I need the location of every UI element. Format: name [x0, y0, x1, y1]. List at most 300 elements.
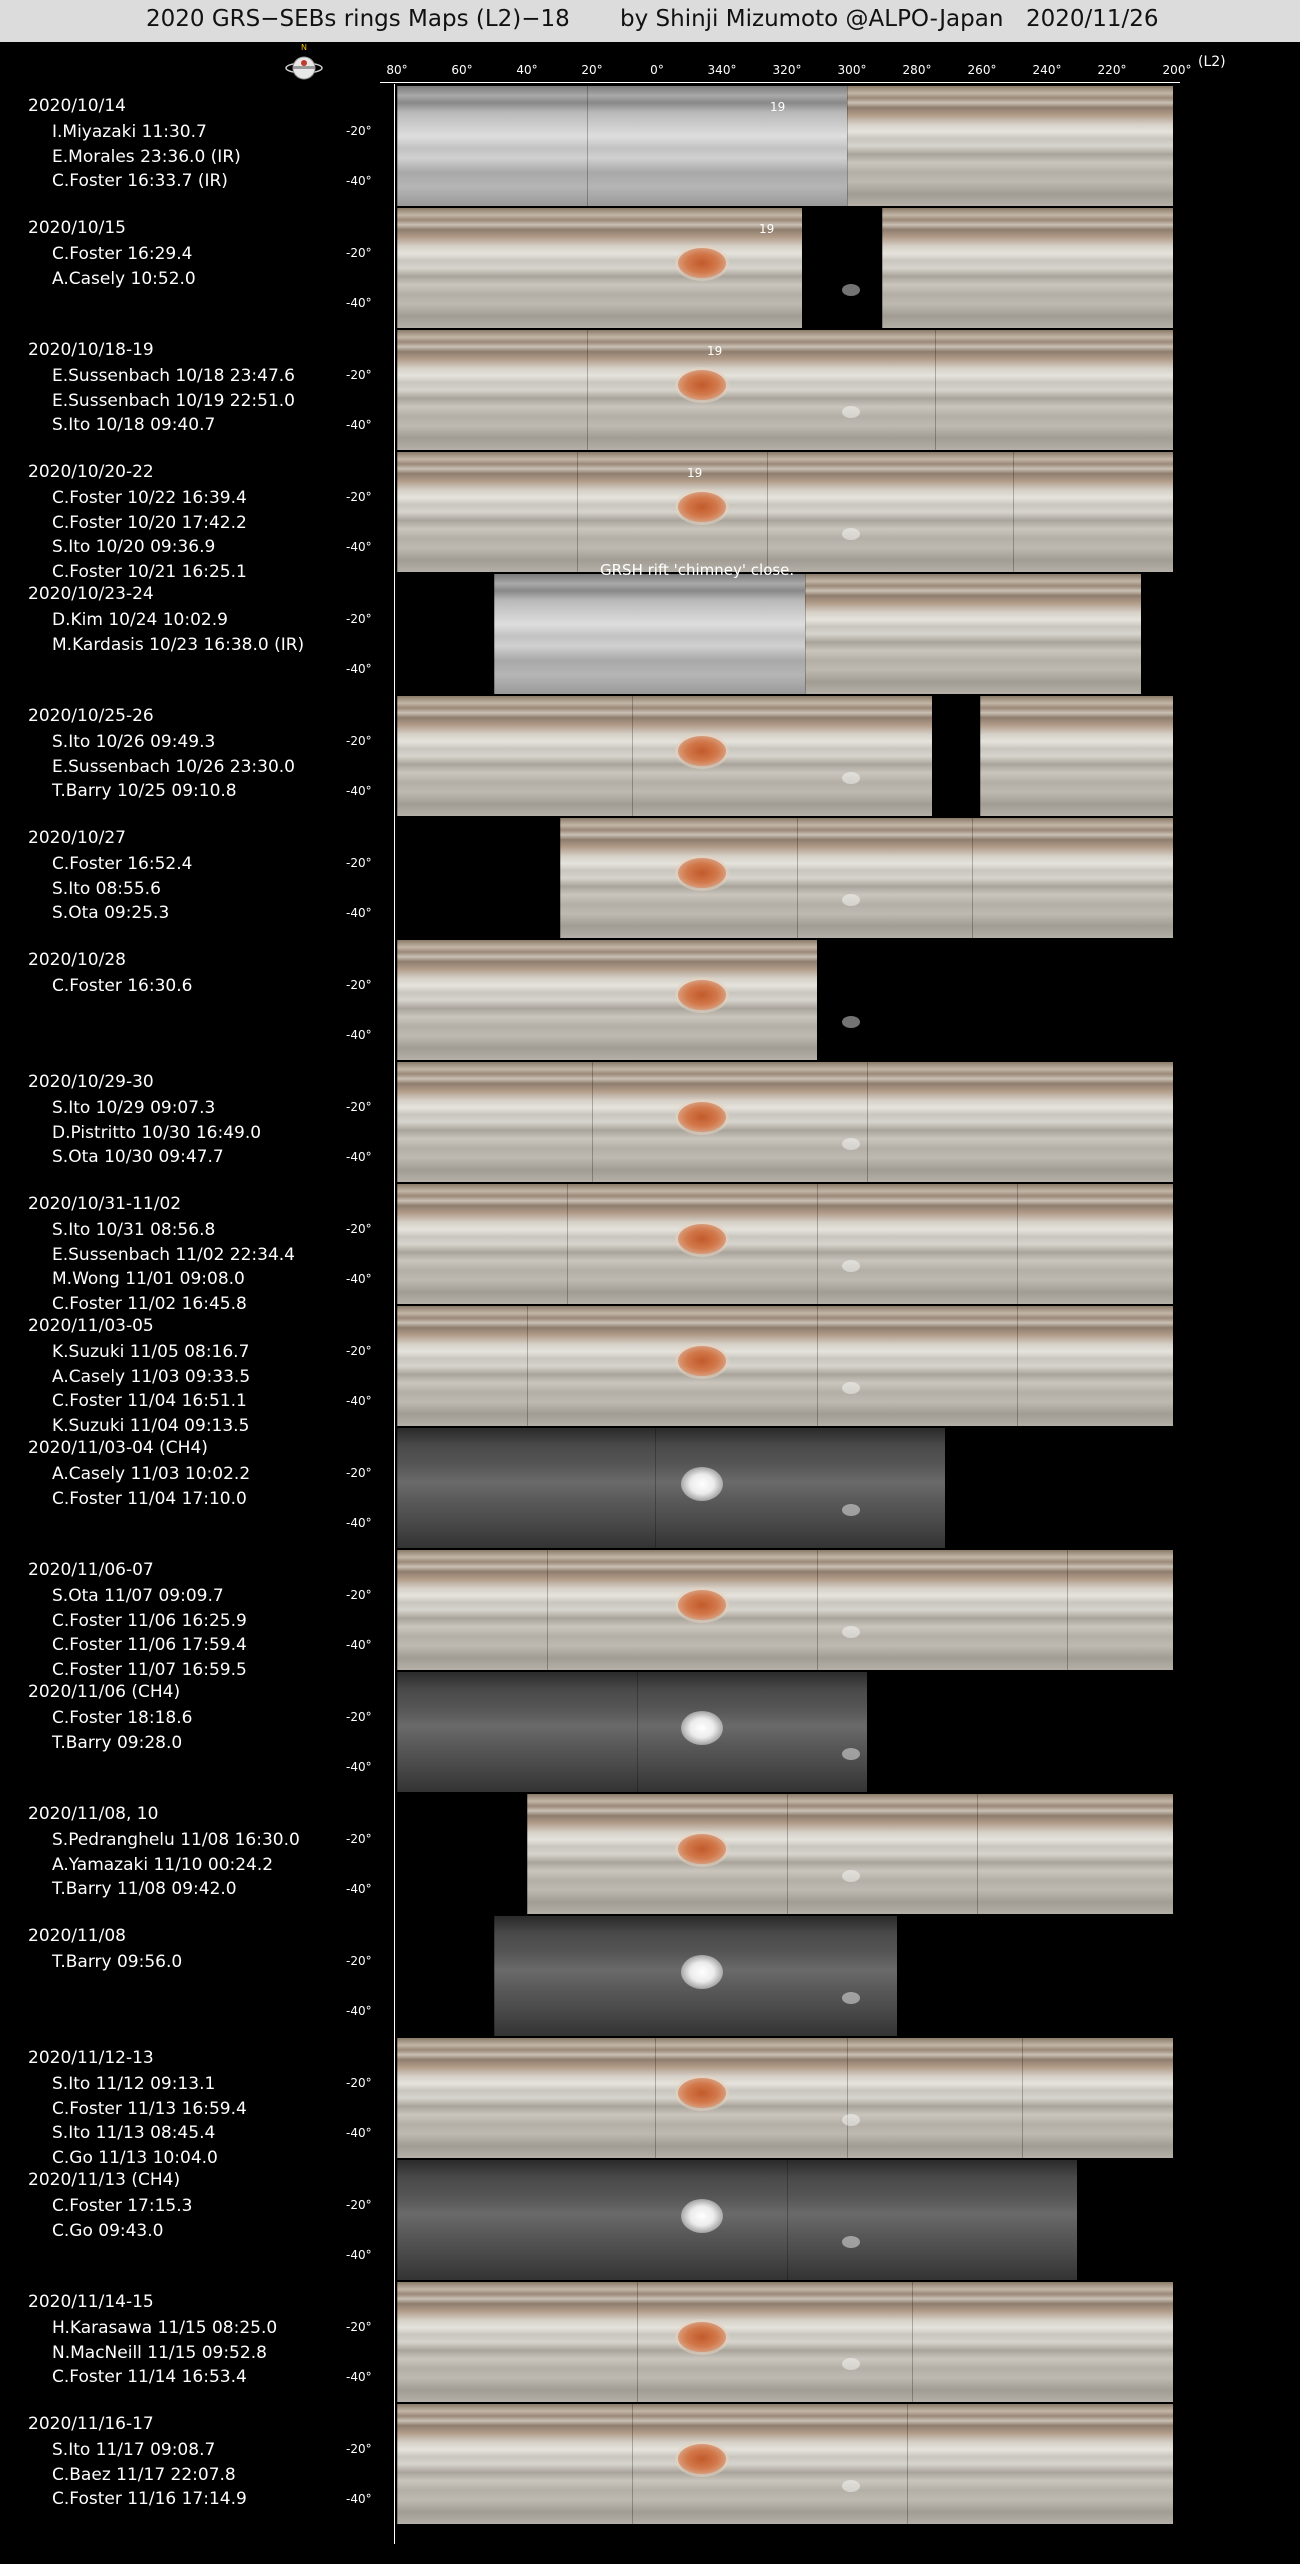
observer-entry: S.Ota 11/07 09:09.7 — [52, 1586, 224, 1606]
observer-entry: M.Wong 11/01 09:08.0 — [52, 1269, 245, 1289]
latitude-tick-label: -20° — [346, 1344, 372, 1358]
jupiter-map-strip — [397, 2038, 1173, 2158]
latitude-tick-label: -20° — [346, 612, 372, 626]
observer-entry: E.Sussenbach 10/19 22:51.0 — [52, 390, 295, 411]
longitude-tick-label: 60° — [451, 63, 473, 77]
latitude-tick-label: -20° — [346, 2198, 372, 2212]
observer-list — [52, 974, 192, 999]
jupiter-map-strip — [397, 2404, 1173, 2524]
image-segment — [632, 2404, 907, 2524]
jupiter-map-strip — [397, 940, 1173, 1060]
image-segment — [397, 2404, 632, 2524]
white-oval — [842, 528, 860, 540]
observation-date: 2020/11/03-04 (CH4) — [28, 1438, 208, 1458]
image-segment — [935, 330, 1173, 450]
observer-list — [52, 852, 192, 926]
observer-entry: C.Foster 16:52.4 — [52, 854, 193, 874]
segment-seam — [560, 818, 561, 938]
segment-seam — [397, 1306, 398, 1426]
observation-row — [0, 1428, 1300, 1548]
longitude-system-label: (L2) — [1198, 54, 1226, 70]
segment-seam — [1017, 1184, 1018, 1304]
white-oval — [842, 1504, 860, 1516]
latitude-tick-label: -20° — [346, 978, 372, 992]
image-segment — [907, 2404, 1173, 2524]
jupiter-map-strip — [397, 452, 1173, 572]
observer-list — [52, 1096, 261, 1170]
observer-entry: C.Foster 11/13 16:59.4 — [52, 2098, 247, 2119]
jupiter-map-strip — [397, 574, 1173, 694]
segment-seam — [637, 2282, 638, 2402]
segment-seam — [1067, 1550, 1068, 1670]
great-red-spot — [678, 370, 726, 400]
great-red-spot — [678, 1834, 726, 1864]
latitude-tick-label: -40° — [346, 1394, 372, 1408]
jupiter-map-strip — [397, 330, 1173, 450]
observer-entry: S.Pedranghelu 11/08 16:30.0 — [52, 1830, 300, 1850]
observation-date: 2020/10/14 — [28, 96, 126, 116]
jupiter-map-strip — [397, 86, 1173, 206]
latitude-tick-label: -40° — [346, 1272, 372, 1286]
observation-row — [0, 818, 1300, 938]
observation-date: 2020/11/06 (CH4) — [28, 1682, 181, 1702]
segment-seam — [547, 1550, 548, 1670]
observer-entry: S.Ota 10/30 09:47.7 — [52, 1147, 224, 1167]
image-segment — [397, 696, 632, 816]
image-segment — [397, 1184, 567, 1304]
observation-row — [0, 2038, 1300, 2168]
segment-seam — [397, 452, 398, 572]
feature-label: 19 — [759, 222, 775, 236]
longitude-tick-label: 200° — [1162, 63, 1192, 77]
latitude-tick-label: -20° — [346, 1100, 372, 1114]
segment-seam — [1022, 2038, 1023, 2158]
image-segment — [912, 2282, 1173, 2402]
observation-row — [0, 1184, 1300, 1314]
segment-seam — [592, 1062, 593, 1182]
segment-seam — [397, 940, 398, 1060]
observer-list — [52, 242, 196, 291]
observer-entry: M.Kardasis 10/23 16:38.0 (IR) — [52, 634, 305, 655]
image-segment — [587, 86, 847, 206]
latitude-tick-label: -40° — [346, 784, 372, 798]
longitude-tick-label: 220° — [1097, 63, 1127, 77]
observation-row — [0, 452, 1300, 582]
white-oval — [842, 1382, 860, 1394]
white-oval — [842, 1992, 860, 2004]
observer-entry: C.Foster 16:33.7 (IR) — [52, 171, 228, 191]
latitude-tick-label: -40° — [346, 296, 372, 310]
observation-row — [0, 940, 1300, 1060]
observer-list — [52, 364, 295, 438]
observer-entry: H.Karasawa 11/15 08:25.0 — [52, 2318, 278, 2338]
observer-entry: C.Foster 11/06 17:59.4 — [52, 1635, 247, 1655]
image-segment — [494, 574, 805, 694]
image-segment — [882, 208, 1173, 328]
observation-date: 2020/10/20-22 — [28, 462, 154, 482]
observer-entry: C.Foster 17:15.3 — [52, 2196, 193, 2216]
observer-entry: I.Miyazaki 11:30.7 — [52, 122, 207, 142]
image-segment — [637, 2282, 912, 2402]
image-segment — [632, 696, 932, 816]
great-red-spot — [681, 1711, 723, 1745]
longitude-tick-label: 240° — [1032, 63, 1062, 77]
jupiter-map-strip — [397, 1550, 1173, 1670]
latitude-tick-label: -20° — [346, 1222, 372, 1236]
image-segment — [767, 452, 1013, 572]
segment-seam — [397, 2404, 398, 2524]
observation-date: 2020/11/14-15 — [28, 2292, 154, 2312]
observer-entry: S.Ota 09:25.3 — [52, 903, 170, 923]
observation-date: 2020/10/27 — [28, 828, 126, 848]
image-segment — [817, 1306, 1017, 1426]
image-segment — [805, 574, 1141, 694]
white-oval — [842, 406, 860, 418]
white-oval — [842, 2358, 860, 2370]
latitude-tick-label: -40° — [346, 174, 372, 188]
observer-list — [52, 1950, 182, 1975]
latitude-tick-label: -20° — [346, 1954, 372, 1968]
observer-entry: C.Go 09:43.0 — [52, 2220, 164, 2241]
observer-entry: C.Baez 11/17 22:07.8 — [52, 2464, 236, 2485]
segment-seam — [577, 452, 578, 572]
white-oval — [842, 1626, 860, 1638]
observer-entry: C.Foster 10/22 16:39.4 — [52, 488, 247, 508]
image-segment — [397, 940, 817, 1060]
longitude-tick-label: 300° — [837, 63, 867, 77]
observer-list — [52, 608, 304, 657]
observer-entry: A.Yamazaki 11/10 00:24.2 — [52, 1854, 274, 1875]
jupiter-map-strip — [397, 2282, 1173, 2402]
image-segment — [977, 1794, 1173, 1914]
great-red-spot — [678, 2444, 726, 2474]
latitude-tick-label: -40° — [346, 1150, 372, 1164]
observation-date: 2020/11/06-07 — [28, 1560, 154, 1580]
observer-entry: C.Foster 10/20 17:42.2 — [52, 512, 247, 533]
latitude-tick-label: -40° — [346, 2004, 372, 2018]
observation-row — [0, 2282, 1300, 2402]
jupiter-map-strip — [397, 1428, 1173, 1548]
observer-list — [52, 1584, 247, 1682]
observer-entry: C.Foster 18:18.6 — [52, 1708, 193, 1728]
observer-entry: C.Foster 16:30.6 — [52, 976, 193, 996]
segment-seam — [847, 86, 848, 206]
observer-entry: K.Suzuki 11/05 08:16.7 — [52, 1342, 250, 1362]
segment-seam — [907, 2404, 908, 2524]
white-oval — [842, 772, 860, 784]
segment-seam — [805, 574, 806, 694]
white-oval — [842, 1138, 860, 1150]
observation-date: 2020/10/25-26 — [28, 706, 154, 726]
latitude-tick-label: -40° — [346, 1638, 372, 1652]
observer-entry: C.Foster 11/04 17:10.0 — [52, 1488, 247, 1509]
great-red-spot — [678, 1224, 726, 1254]
observer-entry: S.Ito 11/12 09:13.1 — [52, 2074, 216, 2094]
segment-seam — [817, 1550, 818, 1670]
latitude-tick-label: -40° — [346, 1760, 372, 1774]
white-oval — [842, 1870, 860, 1882]
observer-list — [52, 1462, 250, 1511]
observation-row — [0, 330, 1300, 450]
segment-seam — [397, 1428, 398, 1548]
image-segment — [592, 1062, 867, 1182]
longitude-tick-label: 20° — [581, 63, 603, 77]
great-red-spot — [678, 1590, 726, 1620]
great-red-spot — [681, 1955, 723, 1989]
observation-date: 2020/11/03-05 — [28, 1316, 154, 1336]
segment-seam — [797, 818, 798, 938]
longitude-tick-label: 0° — [650, 63, 664, 77]
segment-seam — [397, 1550, 398, 1670]
observer-entry: N.MacNeill 11/15 09:52.8 — [52, 2342, 267, 2363]
longitude-tick-label: 80° — [386, 63, 408, 77]
latitude-tick-label: -20° — [346, 1466, 372, 1480]
image-segment — [397, 208, 802, 328]
observation-row — [0, 1794, 1300, 1914]
image-segment — [817, 1184, 1017, 1304]
image-segment — [867, 1062, 1173, 1182]
segment-seam — [1013, 452, 1014, 572]
observer-entry: C.Foster 11/02 16:45.8 — [52, 1293, 247, 1314]
observer-list — [52, 1218, 295, 1316]
segment-seam — [632, 696, 633, 816]
observer-entry: T.Barry 10/25 09:10.8 — [52, 781, 237, 801]
observation-row — [0, 2404, 1300, 2524]
observer-entry: E.Sussenbach 10/18 23:47.6 — [52, 366, 295, 386]
observer-entry: C.Foster 10/21 16:25.1 — [52, 561, 247, 582]
latitude-tick-label: -40° — [346, 662, 372, 676]
observer-entry: S.Ito 10/29 09:07.3 — [52, 1098, 216, 1118]
segment-seam — [977, 1794, 978, 1914]
observation-date: 2020/10/15 — [28, 218, 126, 238]
white-oval — [842, 2114, 860, 2126]
observation-date: 2020/10/31-11/02 — [28, 1194, 182, 1214]
image-segment — [527, 1306, 817, 1426]
observation-row — [0, 574, 1300, 694]
great-red-spot — [678, 2078, 726, 2108]
latitude-tick-label: -40° — [346, 1516, 372, 1530]
image-segment — [1067, 1550, 1173, 1670]
observation-row — [0, 696, 1300, 816]
observer-entry: C.Foster 11/06 16:25.9 — [52, 1610, 247, 1631]
longitude-tick-label: 320° — [772, 63, 802, 77]
segment-seam — [767, 452, 768, 572]
great-red-spot — [678, 2322, 726, 2352]
segment-seam — [655, 1428, 656, 1548]
segment-seam — [787, 1794, 788, 1914]
latitude-tick-label: -20° — [346, 1710, 372, 1724]
observer-list — [52, 2194, 192, 2243]
jupiter-map-strip — [397, 1306, 1173, 1426]
jupiter-orientation-icon — [284, 42, 324, 86]
observer-entry: S.Ito 10/18 09:40.7 — [52, 415, 216, 435]
observer-entry: S.Ito 11/17 09:08.7 — [52, 2440, 216, 2460]
observer-list — [52, 1706, 192, 1755]
latitude-tick-label: -20° — [346, 2442, 372, 2456]
latitude-tick-label: -40° — [346, 2126, 372, 2140]
longitude-tick-label: 340° — [707, 63, 737, 77]
segment-seam — [655, 2038, 656, 2158]
image-segment — [817, 1550, 1067, 1670]
observer-list — [52, 730, 295, 804]
observer-entry: D.Kim 10/24 10:02.9 — [52, 610, 228, 630]
observer-list — [52, 2438, 247, 2512]
observer-list — [52, 486, 247, 584]
image-segment — [397, 2282, 637, 2402]
white-oval — [842, 2480, 860, 2492]
segment-seam — [1017, 1306, 1018, 1426]
segment-seam — [397, 208, 398, 328]
image-segment — [1017, 1184, 1173, 1304]
latitude-tick-label: -20° — [346, 1588, 372, 1602]
observer-entry: E.Morales 23:36.0 (IR) — [52, 146, 241, 167]
great-red-spot — [681, 1467, 723, 1501]
segment-seam — [587, 86, 588, 206]
observation-row — [0, 1062, 1300, 1182]
white-oval — [842, 1260, 860, 1272]
white-oval — [842, 2236, 860, 2248]
observation-date: 2020/10/29-30 — [28, 1072, 154, 1092]
observation-row — [0, 2160, 1300, 2280]
latitude-tick-label: -20° — [346, 2076, 372, 2090]
white-oval — [842, 1748, 860, 1760]
observer-entry: T.Barry 09:56.0 — [52, 1952, 183, 1972]
observer-entry: C.Foster 16:29.4 — [52, 244, 193, 264]
latitude-tick-label: -20° — [346, 734, 372, 748]
jupiter-map-strip — [397, 2160, 1173, 2280]
segment-seam — [787, 2160, 788, 2280]
image-segment — [1022, 2038, 1173, 2158]
observer-list — [52, 1828, 300, 1902]
observer-entry: S.Ito 10/31 08:56.8 — [52, 1220, 216, 1240]
latitude-tick-label: -20° — [346, 490, 372, 504]
segment-seam — [397, 2282, 398, 2402]
image-segment — [397, 330, 587, 450]
longitude-axis-line — [380, 82, 1180, 83]
image-segment — [397, 1428, 655, 1548]
image-segment — [787, 1794, 977, 1914]
observer-list — [52, 2316, 277, 2390]
segment-seam — [567, 1184, 568, 1304]
segment-seam — [972, 818, 973, 938]
segment-seam — [494, 574, 495, 694]
great-red-spot — [678, 858, 726, 888]
great-red-spot — [681, 2199, 723, 2233]
observer-entry: D.Pistritto 10/30 16:49.0 — [52, 1122, 262, 1143]
observation-date: 2020/10/18-19 — [28, 340, 154, 360]
segment-seam — [817, 1306, 818, 1426]
observation-row — [0, 1916, 1300, 2036]
segment-seam — [817, 1184, 818, 1304]
great-red-spot — [678, 980, 726, 1010]
observer-entry: E.Sussenbach 10/26 23:30.0 — [52, 756, 295, 777]
segment-seam — [397, 1062, 398, 1182]
observer-entry: C.Foster 11/14 16:53.4 — [52, 2367, 247, 2387]
segment-seam — [397, 696, 398, 816]
latitude-tick-label: -20° — [346, 1832, 372, 1846]
observer-entry: E.Sussenbach 11/02 22:34.4 — [52, 1244, 295, 1265]
jupiter-map-strip — [397, 696, 1173, 816]
observer-entry: S.Ito 10/26 09:49.3 — [52, 732, 216, 752]
image-segment — [397, 1550, 547, 1670]
latitude-tick-label: -20° — [346, 246, 372, 260]
segment-seam — [397, 1672, 398, 1792]
longitude-tick-label: 260° — [967, 63, 997, 77]
observer-entry: S.Ito 10/20 09:36.9 — [52, 537, 216, 557]
latitude-tick-label: -40° — [346, 2370, 372, 2384]
image-segment — [397, 1672, 637, 1792]
segment-seam — [397, 2038, 398, 2158]
segment-seam — [494, 1916, 495, 2036]
jupiter-map-strip — [397, 818, 1173, 938]
feature-label: 19 — [687, 466, 703, 480]
segment-seam — [935, 330, 936, 450]
observer-entry: A.Casely 11/03 09:33.5 — [52, 1366, 251, 1387]
jupiter-map-strip — [397, 1672, 1173, 1792]
compass-north-label: N — [301, 43, 307, 52]
observer-entry: S.Ito 11/13 08:45.4 — [52, 2123, 216, 2143]
latitude-tick-label: -40° — [346, 1028, 372, 1042]
image-segment — [847, 86, 1173, 206]
latitude-tick-label: -40° — [346, 2492, 372, 2506]
map-title: 2020 GRS−SEBs rings Maps (L2)−18 — [146, 6, 570, 32]
observation-row — [0, 86, 1300, 206]
publish-date: 2020/11/26 — [1026, 6, 1159, 32]
image-segment — [527, 1794, 787, 1914]
great-red-spot — [678, 1346, 726, 1376]
observer-entry: A.Casely 10:52.0 — [52, 268, 196, 289]
observation-row — [0, 1550, 1300, 1680]
image-segment — [577, 452, 767, 572]
grsh-rift-caption: GRSH rift 'chimney' close. — [600, 561, 795, 579]
observer-entry: C.Foster 11/07 16:59.5 — [52, 1659, 247, 1680]
great-red-spot — [678, 1102, 726, 1132]
segment-seam — [912, 2282, 913, 2402]
jupiter-map-strip — [397, 1062, 1173, 1182]
great-red-spot — [678, 492, 726, 522]
latitude-tick-label: -20° — [346, 856, 372, 870]
observer-entry: A.Casely 11/03 10:02.2 — [52, 1464, 251, 1484]
feature-label: 19 — [770, 100, 786, 114]
latitude-tick-label: -20° — [346, 368, 372, 382]
observer-list — [52, 120, 241, 194]
latitude-tick-label: -40° — [346, 540, 372, 554]
segment-seam — [397, 2160, 398, 2280]
latitude-tick-label: -40° — [346, 1882, 372, 1896]
image-segment — [980, 696, 1173, 816]
observer-entry: K.Suzuki 11/04 09:13.5 — [52, 1415, 250, 1436]
image-segment — [1017, 1306, 1173, 1426]
segment-seam — [527, 1794, 528, 1914]
author-credit: by Shinji Mizumoto @ALPO-Japan — [620, 6, 1004, 32]
observer-entry: C.Go 11/13 10:04.0 — [52, 2147, 218, 2168]
image-segment — [397, 1062, 592, 1182]
white-oval — [842, 1016, 860, 1028]
observer-entry: T.Barry 09:28.0 — [52, 1732, 183, 1753]
observation-row — [0, 1306, 1300, 1436]
observation-date: 2020/11/13 (CH4) — [28, 2170, 181, 2190]
jupiter-map-strip — [397, 1916, 1173, 2036]
image-segment — [1013, 452, 1173, 572]
observer-entry: C.Foster 11/04 16:51.1 — [52, 1391, 247, 1411]
segment-seam — [527, 1306, 528, 1426]
observer-entry: S.Ito 08:55.6 — [52, 878, 161, 899]
observation-row — [0, 1672, 1300, 1792]
image-segment — [397, 2038, 655, 2158]
observation-date: 2020/11/16-17 — [28, 2414, 154, 2434]
segment-seam — [882, 208, 883, 328]
longitude-tick-label: 280° — [902, 63, 932, 77]
